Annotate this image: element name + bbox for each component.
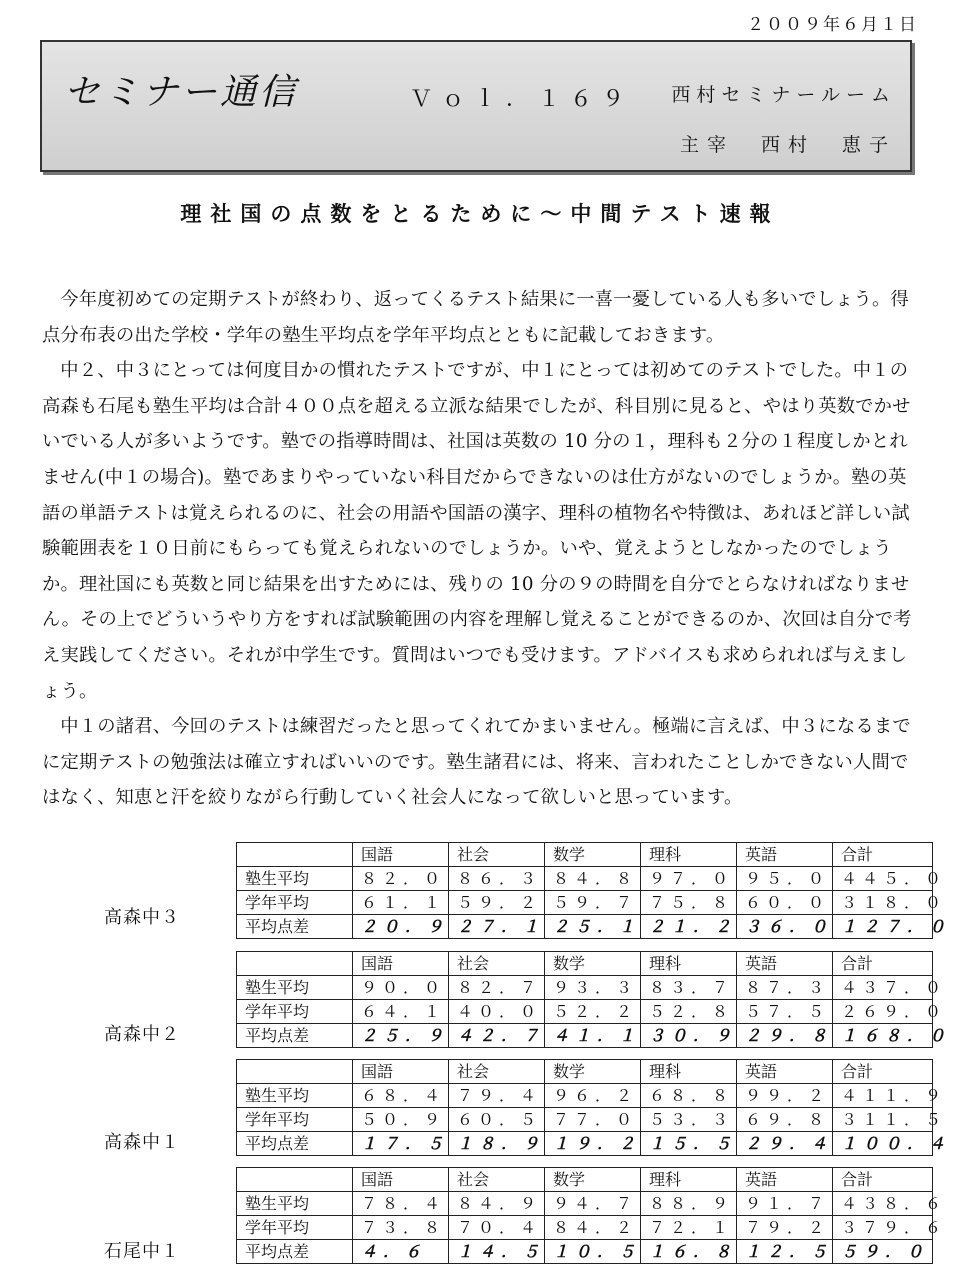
paragraph: 中１の諸君、今回のテストは練習だったと思ってくれてかまいません。極端に言えば、中３になるまでに定期テストの勉強法は確立すればいいのです。塾生諸君には、将来、言われたことしかできない人間ではなく、知恵と汗を絞りながら行動していく社会人になって欲しいと思っています。	[42, 716, 911, 809]
score-cell: ５２．８	[641, 1000, 737, 1024]
school-name: 高森中１	[104, 1132, 180, 1153]
score-cell: ９５．０	[737, 867, 833, 891]
score-cell: ８４．８	[545, 867, 641, 891]
score-cell: １７．５	[353, 1132, 449, 1156]
header-cell: 合計	[833, 1060, 933, 1084]
score-cell: ８４．２	[545, 1216, 641, 1240]
row-label: 塾生平均	[237, 1192, 353, 1216]
score-cell: ２５．１	[545, 915, 641, 939]
score-cell: ８２．０	[353, 867, 449, 891]
score-cell: ４３８．６	[833, 1192, 933, 1216]
score-cell: ５９．０	[833, 1240, 933, 1264]
score-cell: ２９．８	[737, 1024, 833, 1048]
header-cell: 理科	[641, 1060, 737, 1084]
header-cell: 社会	[449, 1168, 545, 1192]
table-row	[237, 976, 933, 1000]
score-cell: ６０．５	[449, 1108, 545, 1132]
header-cell: 合計	[833, 1168, 933, 1192]
score-cell: ２１．２	[641, 915, 737, 939]
table-row	[237, 1216, 933, 1240]
score-cell: ７３．８	[353, 1216, 449, 1240]
score-cell: ９７．０	[641, 867, 737, 891]
score-cell: ２９．４	[737, 1132, 833, 1156]
score-table	[236, 842, 952, 939]
paragraph: 中２、中３にとっては何度目かの慣れたテストですが、中１にとっては初めてのテストでした。中１の高森も石尾も塾生平均は合計４００点を超える立派な結果でしたが、科目別に見ると、やはり英数でかせいでいる人が多いようです。塾での指導時間は、社国は英数の 10 分の１，理科も２分の１程度しかとれません(中１の場合)。塾であまりやっていない科目だからできないのは仕方がないのでしょうか。塾の英語の単語テストは覚えられるのに、社会の用語や国語の漢字、理科の植物名や特徴は、あれほど詳しい試験範囲表を１０日前にもらっても覚えられないのでしょうか。いや、覚えようとしなかったのでしょうか。理社国にも英数と同じ結果を出すためには、残りの 10 分の９の時間を自分でとらなければなりません。その上でどういうやり方をすれば試験範囲の内容を理解し覚えることができるのか、次回は自分で考え実践してください。それが中学生です。質問はいつでも受けます。アドバイスも求められれば与えましょう。	[42, 360, 912, 702]
score-cell: ６９．８	[737, 1108, 833, 1132]
score-cell: １０．５	[545, 1240, 641, 1264]
score-cell: ８７．３	[737, 976, 833, 1000]
row-label: 学年平均	[237, 1000, 353, 1024]
score-cell: ５２．２	[545, 1000, 641, 1024]
score-cell: ４．６	[353, 1240, 449, 1264]
header-cell: 理科	[641, 1168, 737, 1192]
header-cell: 合計	[833, 843, 933, 867]
row-label: 塾生平均	[237, 1084, 353, 1108]
header-cell: 英語	[737, 843, 833, 867]
score-cell: ９９．２	[737, 1084, 833, 1108]
score-cell: １６．８	[641, 1240, 737, 1264]
score-cell: ６０．０	[737, 891, 833, 915]
score-cell: ４０．０	[449, 1000, 545, 1024]
score-cell: １２．５	[737, 1240, 833, 1264]
score-cell: １００．４	[833, 1132, 933, 1156]
header-cell: 合計	[833, 952, 933, 976]
table-row	[237, 1132, 933, 1156]
header-cell	[237, 843, 353, 867]
score-cell: ８２．７	[449, 976, 545, 1000]
score-cell: ３０．９	[641, 1024, 737, 1048]
score-cell: ４１１．９	[833, 1084, 933, 1108]
score-cell: ６８．４	[353, 1084, 449, 1108]
score-cell: ５９．７	[545, 891, 641, 915]
header-cell: 英語	[737, 952, 833, 976]
score-cell: ２５．９	[353, 1024, 449, 1048]
score-cell: ７９．２	[737, 1216, 833, 1240]
organization-name: 西村セミナールーム	[671, 84, 896, 106]
table-row	[237, 867, 933, 891]
score-cell: ５９．２	[449, 891, 545, 915]
row-label: 学年平均	[237, 1216, 353, 1240]
article-headline: 理社国の点数をとるために～中間テスト速報	[180, 202, 780, 226]
score-cell: ８８．９	[641, 1192, 737, 1216]
table-row	[237, 1000, 933, 1024]
score-cell: １６８．０	[833, 1024, 933, 1048]
header-cell: 社会	[449, 952, 545, 976]
score-cell: １８．９	[449, 1132, 545, 1156]
score-cell: ６８．８	[641, 1084, 737, 1108]
score-cell: ２７．１	[449, 915, 545, 939]
header-cell: 英語	[737, 1060, 833, 1084]
header-cell: 国語	[353, 1168, 449, 1192]
score-cell: １９．２	[545, 1132, 641, 1156]
score-cell: ８６．３	[449, 867, 545, 891]
score-cell: ３１８．０	[833, 891, 933, 915]
score-cell: ４４５．０	[833, 867, 933, 891]
header-cell: 国語	[353, 1060, 449, 1084]
school-name: 高森中３	[104, 907, 180, 928]
table-row	[237, 1240, 933, 1264]
newsletter-title: セミナー通信	[64, 72, 299, 113]
score-cell: ９１．７	[737, 1192, 833, 1216]
article-body	[42, 282, 922, 816]
header-cell: 数学	[545, 952, 641, 976]
table-row	[237, 1024, 933, 1048]
score-cell: ４１．１	[545, 1024, 641, 1048]
score-cell: ８３．７	[641, 976, 737, 1000]
header-cell: 数学	[545, 1060, 641, 1084]
row-label: 学年平均	[237, 1108, 353, 1132]
score-cell: ３６．０	[737, 915, 833, 939]
score-cell: ８４．９	[449, 1192, 545, 1216]
table-row	[237, 1108, 933, 1132]
header-row	[237, 843, 933, 867]
row-label: 塾生平均	[237, 867, 353, 891]
score-cell: ４３７．０	[833, 976, 933, 1000]
score-cell: ９４．７	[545, 1192, 641, 1216]
row-label: 平均点差	[237, 1240, 353, 1264]
header-row	[237, 1168, 933, 1192]
header-cell	[237, 1168, 353, 1192]
row-label: 塾生平均	[237, 976, 353, 1000]
header-cell: 英語	[737, 1168, 833, 1192]
header-cell: 理科	[641, 843, 737, 867]
score-cell: １４．５	[449, 1240, 545, 1264]
table-row	[237, 891, 933, 915]
score-cell: ７２．１	[641, 1216, 737, 1240]
score-cell: ７９．４	[449, 1084, 545, 1108]
score-cell: ９６．２	[545, 1084, 641, 1108]
score-cell: １５．５	[641, 1132, 737, 1156]
score-table	[236, 1059, 952, 1156]
school-name: 石尾中１	[104, 1241, 180, 1262]
masthead	[40, 40, 912, 172]
score-cell: ５３．３	[641, 1108, 737, 1132]
score-cell: ３１１．５	[833, 1108, 933, 1132]
header-cell: 社会	[449, 843, 545, 867]
score-cell: ６４．１	[353, 1000, 449, 1024]
table-row	[237, 915, 933, 939]
header-cell: 理科	[641, 952, 737, 976]
header-cell: 社会	[449, 1060, 545, 1084]
paragraph: 今年度初めての定期テストが終わり、返ってくるテスト結果に一喜一憂している人も多いでしょう。得点分布表の出た学校・学年の塾生平均点を学年平均点とともに記載しておきます。	[42, 289, 909, 346]
editor-name: 主宰 西村 恵子	[679, 134, 896, 156]
score-cell: ７０．４	[449, 1216, 545, 1240]
score-table	[236, 951, 952, 1048]
header-cell: 国語	[353, 952, 449, 976]
score-table	[236, 1167, 947, 1264]
header-row	[237, 1060, 933, 1084]
score-cell: ３７９．６	[833, 1216, 933, 1240]
score-cell: ７５．８	[641, 891, 737, 915]
row-label: 平均点差	[237, 1132, 353, 1156]
header-cell	[237, 1060, 353, 1084]
row-label: 平均点差	[237, 915, 353, 939]
score-cell: ５７．５	[737, 1000, 833, 1024]
header-row	[237, 952, 933, 976]
score-cell: ２６９．０	[833, 1000, 933, 1024]
score-cell: ５０．９	[353, 1108, 449, 1132]
score-cell: ９３．３	[545, 976, 641, 1000]
header-cell: 国語	[353, 843, 449, 867]
score-cell: １２７．０	[833, 915, 933, 939]
score-cell: ６１．１	[353, 891, 449, 915]
header-cell: 数学	[545, 1168, 641, 1192]
table-row	[237, 1084, 933, 1108]
header-cell	[237, 952, 353, 976]
volume-number: Ｖｏｌ．１６９	[410, 87, 635, 112]
school-name: 高森中２	[104, 1024, 180, 1045]
score-cell: ９０．０	[353, 976, 449, 1000]
score-cell: ７８．４	[353, 1192, 449, 1216]
row-label: 学年平均	[237, 891, 353, 915]
score-cell: ２０．９	[353, 915, 449, 939]
header-cell: 数学	[545, 843, 641, 867]
score-cell: ４２．７	[449, 1024, 545, 1048]
row-label: 平均点差	[237, 1024, 353, 1048]
table-row	[237, 1192, 933, 1216]
score-cell: ７７．０	[545, 1108, 641, 1132]
issue-date: ２００９年６月１日	[747, 15, 918, 35]
